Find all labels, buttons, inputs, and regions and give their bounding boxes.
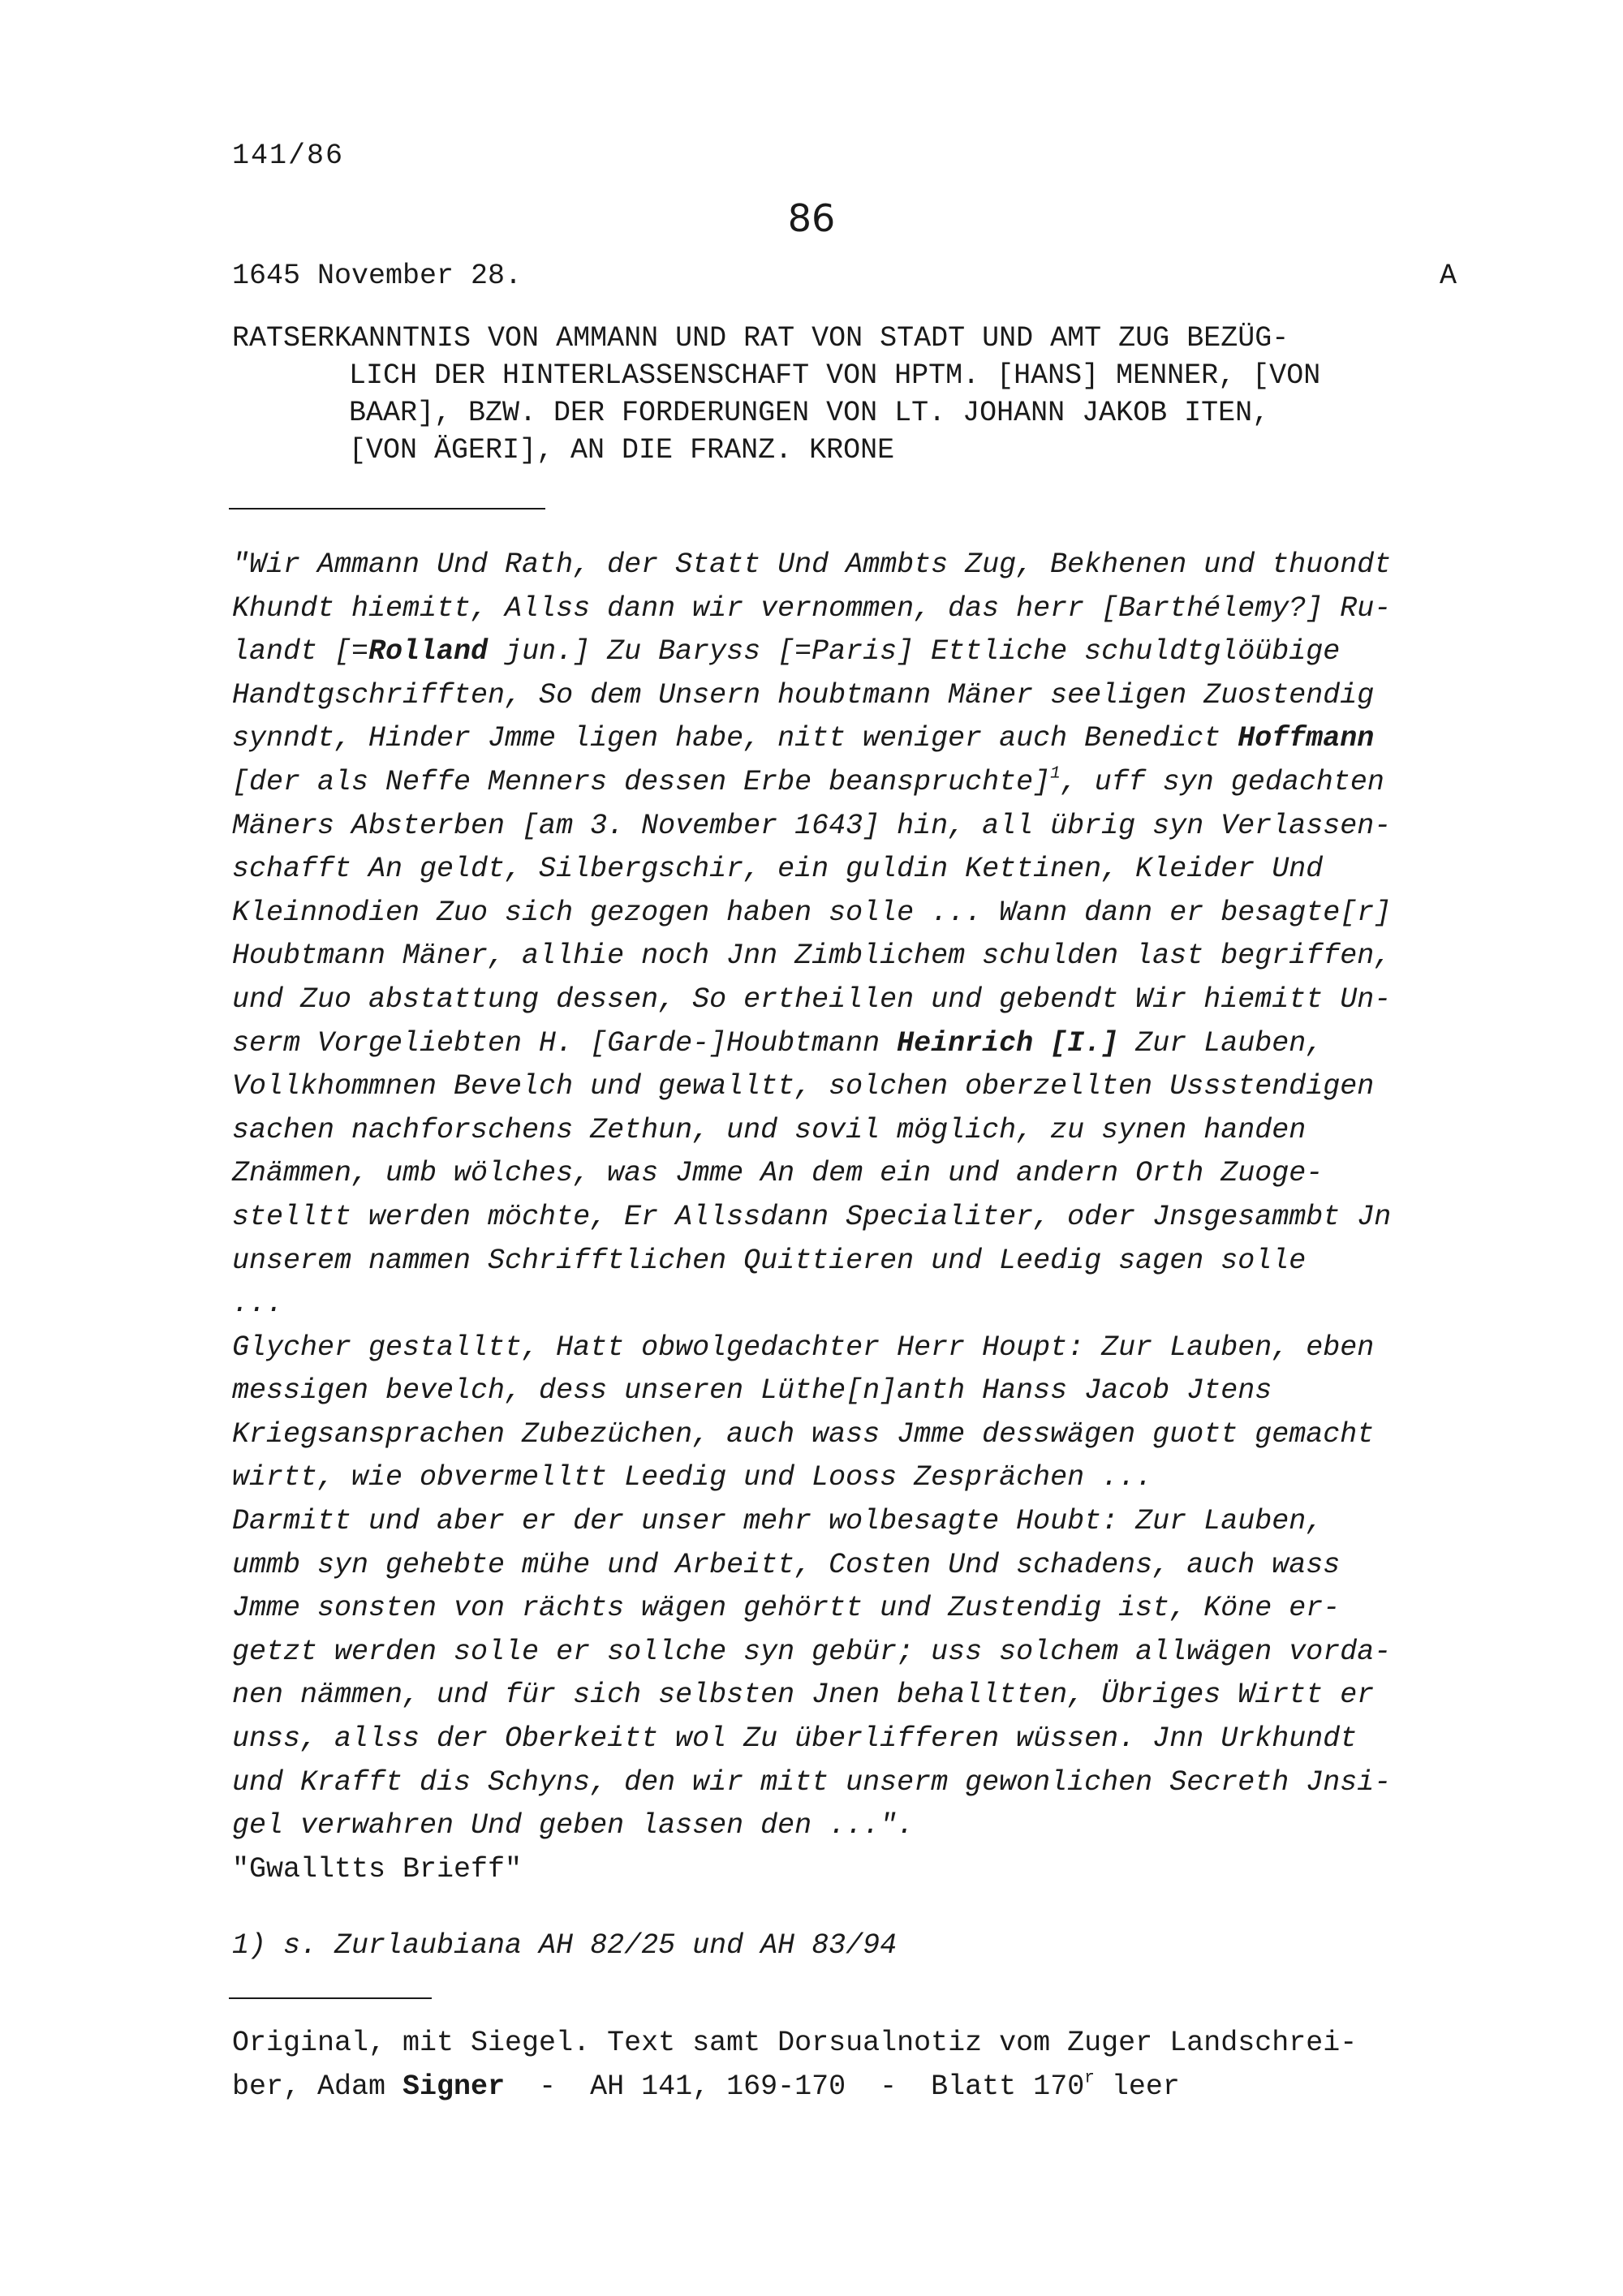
quote-line: Kleinnodien Zuo sich gezogen haben solle ... Wann dann er besagte[r]: [232, 896, 1392, 929]
source-line: Original, mit Siegel. Text samt Dorsualnotiz vom Zuger Landschrei-: [232, 2027, 1358, 2059]
folio-side: r: [1084, 2068, 1095, 2087]
quote-text: [der als Neffe Menners dessen Erbe beanspruchte]: [232, 765, 1051, 798]
quote-line: Kriegsansprachen Zubezüchen, auch wass Jmme desswägen guott gemacht: [232, 1417, 1375, 1451]
title-line: LICH DER HINTERLASSENSCHAFT VON HPTM. [HANS] MENNER, [VON: [349, 359, 1321, 392]
quote-line: Handtgschrifften, So dem Unsern houbtmann Mäner seeligen Zuostendig: [232, 678, 1375, 712]
title-divider: [229, 508, 545, 510]
quote-line: [232, 717, 1391, 761]
quoted-text: [232, 544, 1391, 1891]
quote-line: Darmitt und aber er der unser mehr wolbesagte Houbt: Zur Lauben,: [232, 1505, 1324, 1538]
quote-text: , uff syn gedachten: [1060, 765, 1384, 798]
quote-line: [232, 761, 1391, 805]
quote-text: synndt, Hinder Jmme ligen habe, nitt weniger auch Benedict: [232, 722, 1238, 755]
footnote-divider: [229, 1997, 432, 1999]
name-highlight: Rolland: [368, 635, 489, 669]
quote-line: sachen nachforschens Zethun, und sovil möglich, zu synen handen: [232, 1113, 1307, 1146]
archive-reference: 141/86: [232, 140, 345, 172]
document-number: 86: [787, 196, 836, 240]
document-title: [232, 320, 1320, 469]
name-highlight: Signer: [403, 2070, 506, 2103]
quote-line: Mäners Absterben [am 3. November 1643] hin, all übrig syn Verlassen-: [232, 809, 1392, 842]
quote-line: und Krafft dis Schyns, den wir mitt unserm gewonlichen Secreth Jnsi-: [232, 1765, 1392, 1799]
quote-line: ...: [232, 1288, 284, 1321]
title-line: BAAR], BZW. DER FORDERUNGEN VON LT. JOHANN JAKOB ITEN,: [349, 397, 1270, 429]
quote-line: wirtt, wie obvermelltt Leedig und Looss Zesprächen ...: [232, 1461, 1153, 1494]
quote-line: Znämmen, umb wölches, was Jmme An dem ein und andern Orth Zuoge-: [232, 1157, 1324, 1190]
quote-text: jun.] Zu Baryss [=Paris] Ettliche schuldtglöübige: [488, 635, 1341, 669]
source-note: [232, 2022, 1357, 2109]
quote-line: ummb syn gehebte mühe und Arbeitt, Costen Und schadens, auch wass: [232, 1548, 1341, 1581]
document-date: 1645 November 28.: [232, 260, 523, 292]
title-line: RATSERKANNTNIS VON AMMANN UND RAT VON STADT UND AMT ZUG BEZÜG-: [232, 322, 1289, 355]
quote-line: unss, allss der Oberkeitt wol Zu überlifferen wüssen. Jnn Urkhundt: [232, 1722, 1358, 1756]
quote-line: messigen bevelch, dess unseren Lüthe[n]anth Hanss Jacob Jtens: [232, 1374, 1272, 1408]
quote-line: nen nämmen, und für sich selbsten Jnen behalltten, Übriges Wirtt er: [232, 1679, 1375, 1712]
quote-line: gel verwahren Und geben lassen den ...".: [232, 1809, 915, 1842]
name-highlight: Hoffmann: [1238, 722, 1375, 755]
quote-line: unserem nammen Schrifftlichen Quittieren und Leedig sagen solle: [232, 1244, 1307, 1277]
source-text: leer: [1094, 2070, 1180, 2103]
quote-line: [232, 1022, 1391, 1066]
quote-line: Vollkhommnen Bevelch und gewalltt, solchen oberzellten Ussstendigen: [232, 1070, 1375, 1103]
quote-text: landt [=: [232, 635, 369, 669]
source-text: - AH 141, 169-170 - Blatt 170: [505, 2070, 1085, 2103]
quote-text: Zur Lauben,: [1118, 1026, 1324, 1060]
quote-line: Houbtmann Mäner, allhie noch Jnn Zimblichem schulden last begriffen,: [232, 939, 1392, 973]
source-text: ber, Adam: [232, 2070, 403, 2103]
quote-line: stelltt werden möchte, Er Allssdann Specialiter, oder Jnsgesammbt Jn: [232, 1200, 1392, 1233]
quote-line: und Zuo abstattung dessen, So ertheillen und gebendt Wir hiemitt Un-: [232, 982, 1392, 1016]
quote-line: schafft An geldt, Silbergschir, ein guldin Kettinen, Kleider Und: [232, 853, 1324, 886]
footnote: 1) s. Zurlaubiana AH 82/25 und AH 83/94: [232, 1929, 898, 1962]
quote-line: Jmme sonsten von rächts wägen gehörtt und Zustendig ist, Köne er-: [232, 1592, 1341, 1625]
document-siglum: A: [1440, 260, 1457, 292]
dorsal-note: "Gwalltts Brieff": [232, 1852, 523, 1885]
quote-text: serm Vorgeliebten H. [Garde-]Houbtmann: [232, 1026, 898, 1060]
quote-line: [232, 630, 1391, 674]
quote-line: "Wir Ammann Und Rath, der Statt Und Ammbts Zug, Bekhenen und thuondt: [232, 548, 1392, 581]
quote-line: Glycher gestalltt, Hatt obwolgedachter Herr Houpt: Zur Lauben, eben: [232, 1331, 1375, 1364]
footnote-marker: 1: [1050, 764, 1061, 784]
name-highlight: Heinrich [I.]: [897, 1026, 1119, 1060]
quote-line: Khundt hiemitt, Allss dann wir vernommen, das herr [Barthélemy?] Ru-: [232, 591, 1392, 625]
quote-line: getzt werden solle er sollche syn gebür; uss solchem allwägen vorda-: [232, 1635, 1392, 1668]
source-line: [232, 2066, 1357, 2109]
title-line: [VON ÄGERI], AN DIE FRANZ. KRONE: [349, 434, 895, 467]
